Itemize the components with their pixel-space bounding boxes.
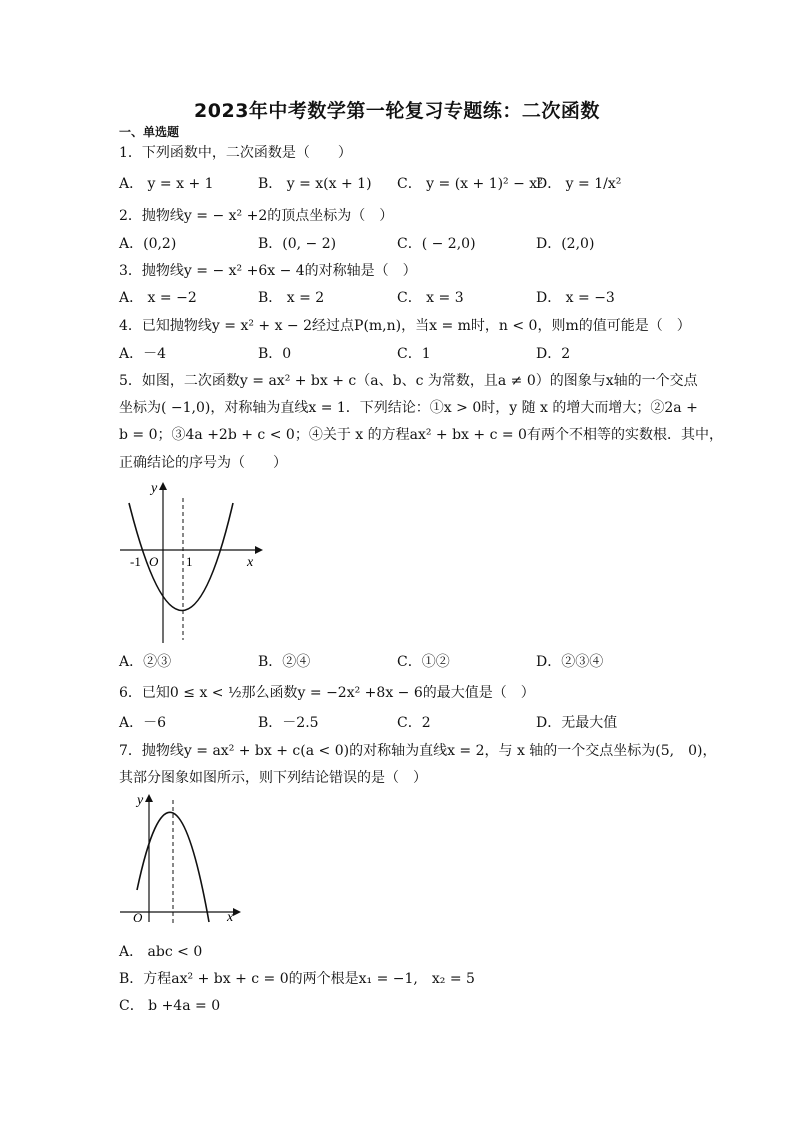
q2-option-a[interactable]: A．(0,2): [119, 236, 177, 252]
q7-option-c[interactable]: C． b +4a = 0: [119, 998, 221, 1014]
q1-option-b[interactable]: B． y = x(x + 1): [258, 176, 372, 192]
question-3-stem: 3．抛物线y = − x² +6x − 4的对称轴是（ ）: [119, 263, 417, 279]
section-heading: 一、单选题: [119, 125, 180, 139]
q5-origin-label: O: [149, 554, 159, 569]
q7-x-label: x: [227, 910, 234, 925]
q7-parabola-graph: [115, 790, 245, 930]
q3-option-c[interactable]: C． x = 3: [397, 290, 464, 306]
question-7-line-2: 其部分图象如图所示，则下列结论错误的是（ ）: [119, 770, 427, 786]
q5-parabola-curve: [129, 503, 233, 611]
q6-option-c[interactable]: C．2: [397, 715, 431, 731]
q5-neg1-label: -1: [130, 554, 141, 569]
q7-y-label: y: [137, 793, 144, 808]
page-title: 2023年中考数学第一轮复习专题练：二次函数: [194, 100, 600, 122]
question-5-line-3: b = 0；③4a +2b + c < 0；④关于 x 的方程ax² + bx + c = 0有两个不相等的实数根．其中，: [119, 427, 723, 443]
q3-option-d[interactable]: D． x = −3: [536, 290, 615, 306]
q7-option-a[interactable]: A． abc < 0: [119, 944, 203, 960]
question-5-line-4: 正确结论的序号为（ ）: [119, 455, 287, 471]
q5-option-a[interactable]: A．②③: [119, 654, 172, 670]
q7-x-axis-arrow: [233, 908, 241, 916]
q3-option-a[interactable]: A． x = −2: [119, 290, 197, 306]
q1-option-d[interactable]: D． y = 1/x²: [536, 176, 622, 192]
q4-option-b[interactable]: B．0: [258, 346, 292, 362]
q7-y-axis-arrow: [145, 794, 153, 802]
q2-option-c[interactable]: C．( − 2,0): [397, 236, 476, 252]
q6-option-a[interactable]: A．－6: [119, 715, 167, 731]
q5-y-label: y: [151, 481, 158, 496]
q1-option-a[interactable]: A． y = x + 1: [119, 176, 214, 192]
q2-option-b[interactable]: B．(0, − 2): [258, 236, 337, 252]
q7-option-b[interactable]: B．方程ax² + bx + c = 0的两个根是x₁ = −1, x₂ = 5: [119, 971, 475, 987]
question-5-line-2: 坐标为( −1,0)，对称轴为直线x = 1．下列结论：①x > 0时，y 随 x 的增大而增大；②2a +: [119, 400, 698, 416]
q6-option-d[interactable]: D．无最大值: [536, 715, 618, 731]
q5-option-c[interactable]: C．①②: [397, 654, 450, 670]
question-7-line-1: 7．抛物线y = ax² + bx + c(a < 0)的对称轴为直线x = 2，与 x 轴的一个交点坐标为(5, 0)，: [119, 743, 717, 759]
q5-x-label: x: [247, 555, 254, 570]
q1-option-c[interactable]: C． y = (x + 1)² − x²: [397, 176, 543, 192]
q5-one-label: 1: [186, 554, 193, 569]
q2-option-d[interactable]: D．(2,0): [536, 236, 595, 252]
q3-option-b[interactable]: B． x = 2: [258, 290, 325, 306]
q4-option-c[interactable]: C．1: [397, 346, 431, 362]
q4-option-a[interactable]: A．－4: [119, 346, 167, 362]
q5-option-d[interactable]: D．②③④: [536, 654, 604, 670]
q5-parabola-graph: [115, 478, 265, 648]
q7-origin-label: O: [133, 910, 143, 925]
question-2-stem: 2．抛物线y = − x² +2的顶点坐标为（ ）: [119, 208, 394, 224]
question-4-stem: 4．已知抛物线y = x² + x − 2经过点P(m,n)，当x = m时，n < 0，则m的值可能是（ ）: [119, 318, 691, 334]
question-1-stem: 1．下列函数中，二次函数是（ ）: [119, 145, 352, 161]
question-6-stem: 6．已知0 ≤ x < ½那么函数y = −2x² +8x − 6的最大值是（ ）: [119, 685, 535, 701]
q4-option-d[interactable]: D．2: [536, 346, 571, 362]
question-5-line-1: 5．如图，二次函数y = ax² + bx + c（a、b、c 为常数，且a ≠ 0）的图象与x轴的一个交点: [119, 373, 698, 389]
q6-option-b[interactable]: B．－2.5: [258, 715, 319, 731]
q5-option-b[interactable]: B．②④: [258, 654, 311, 670]
q5-x-axis-arrow: [255, 546, 263, 554]
q5-y-axis-arrow: [159, 482, 167, 490]
